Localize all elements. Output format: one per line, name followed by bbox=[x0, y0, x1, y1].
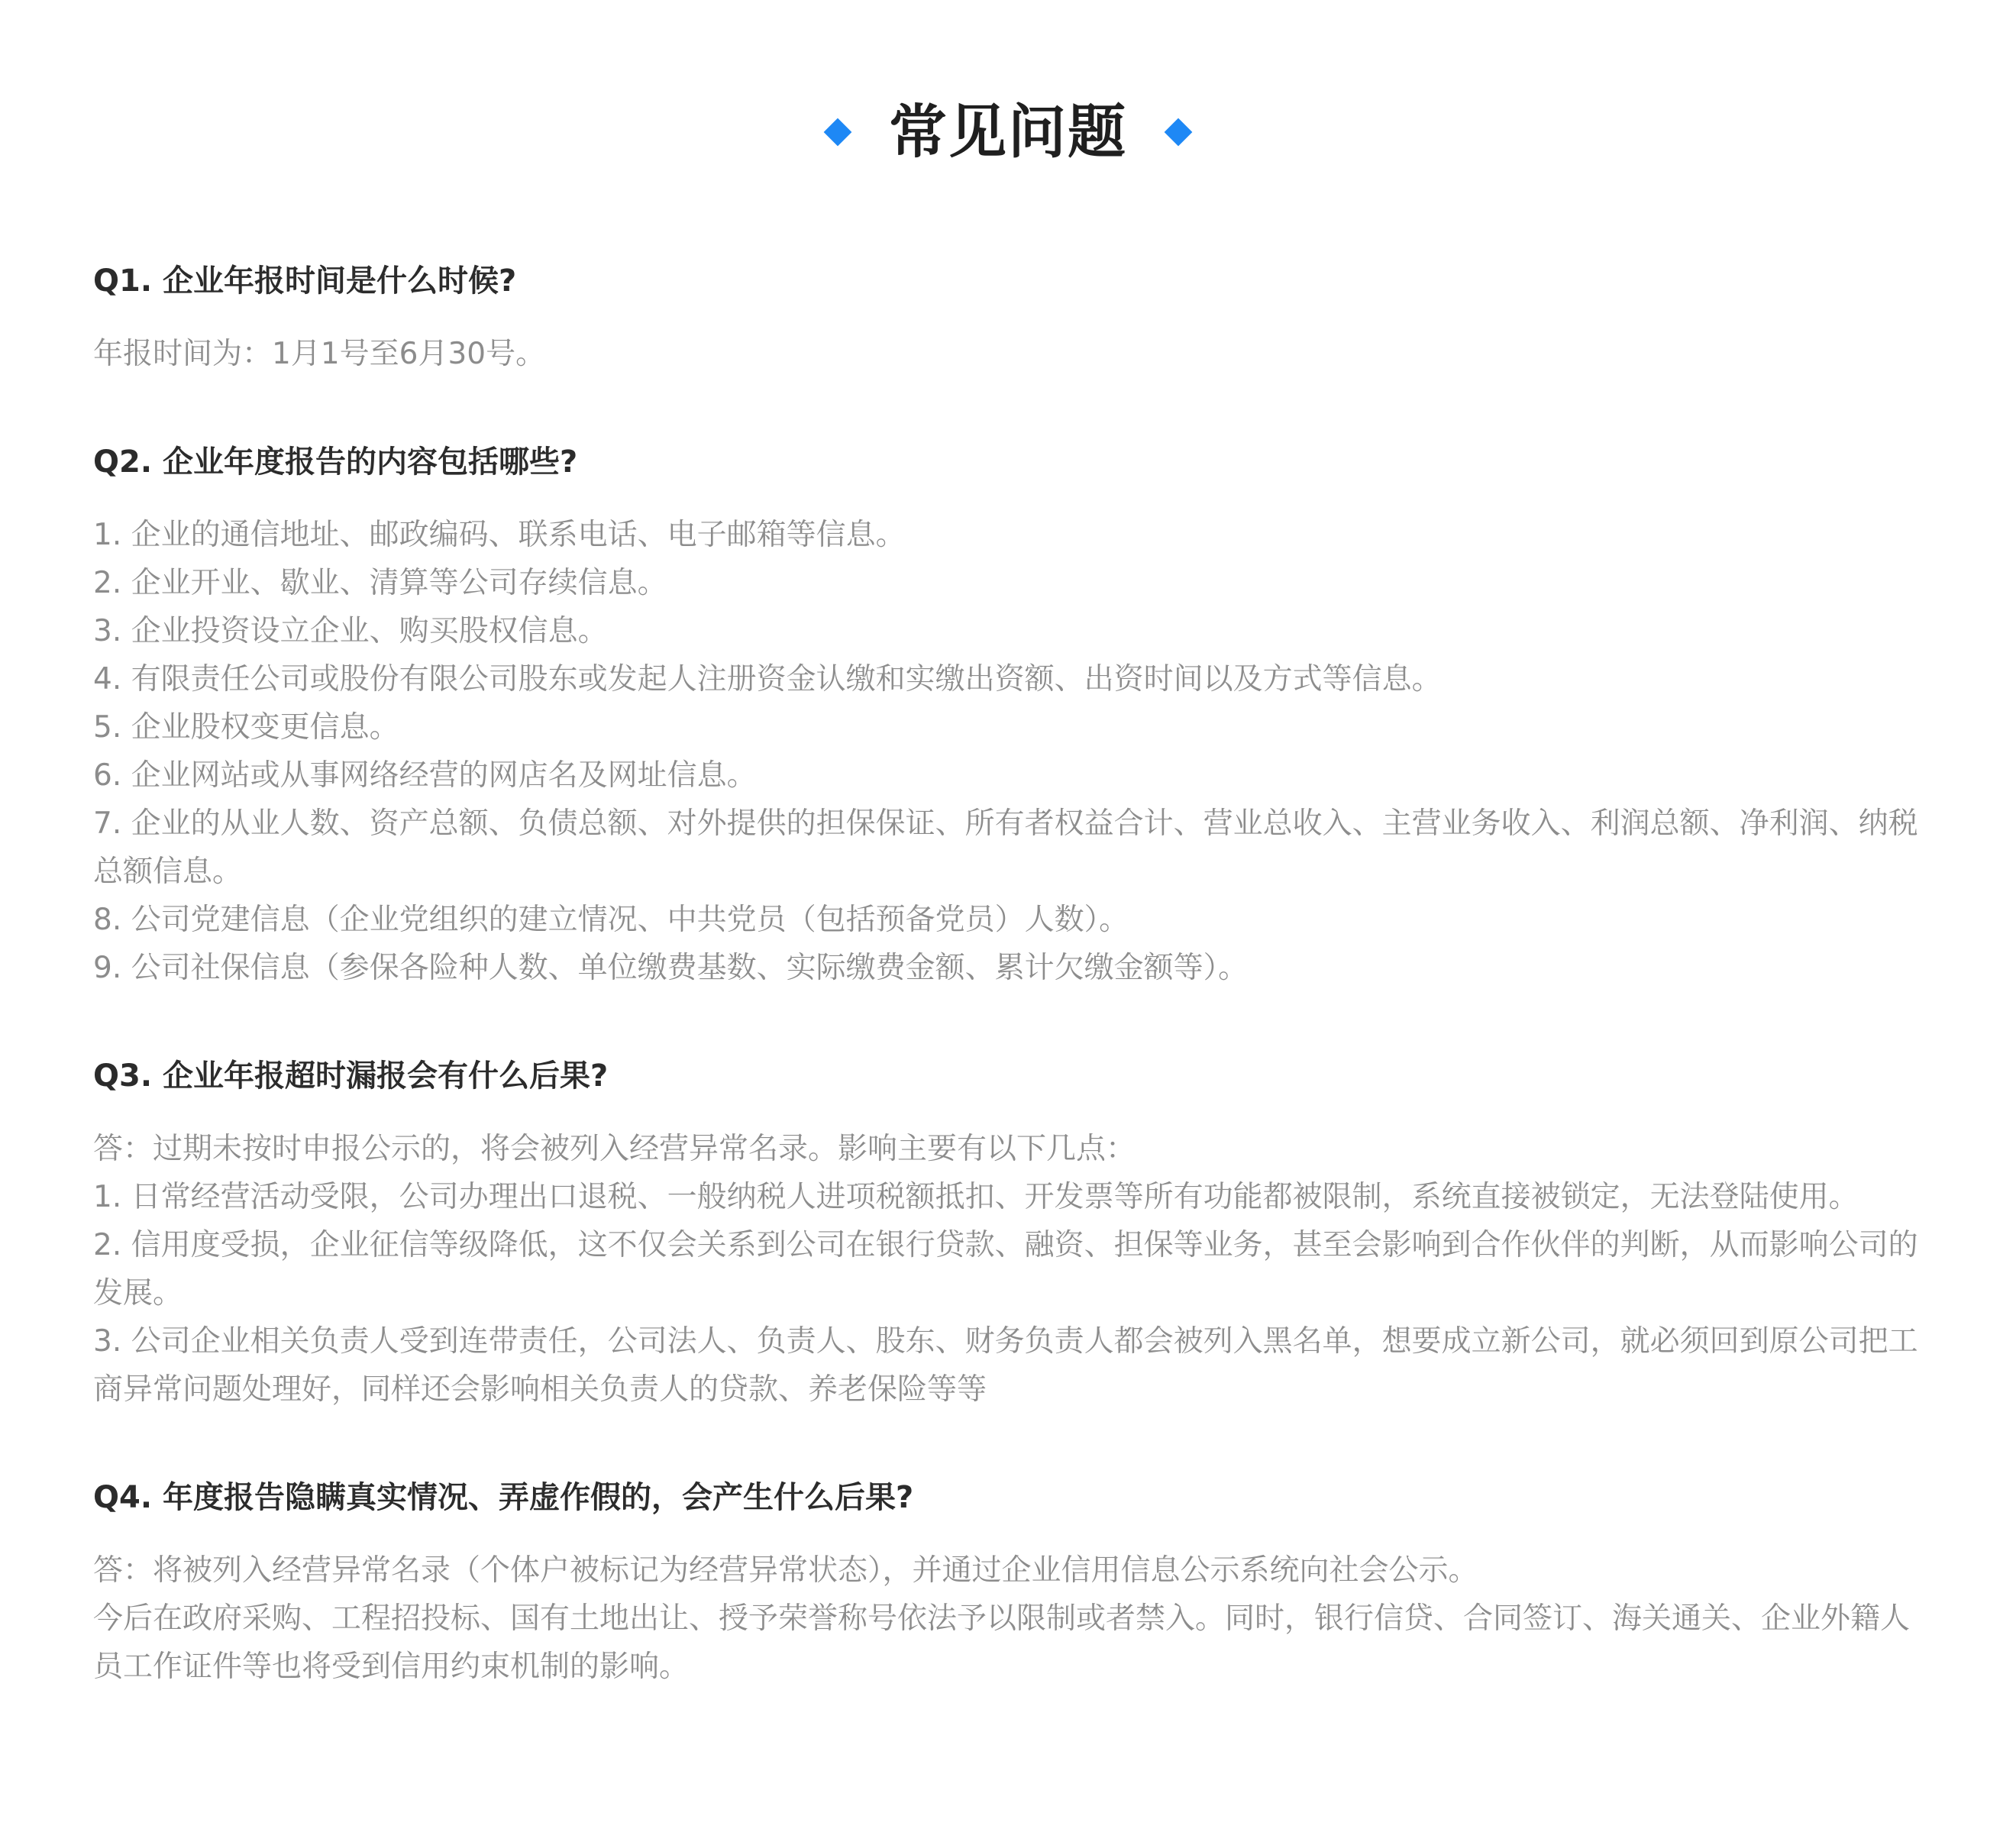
diamond-left-icon bbox=[824, 118, 852, 147]
faq-question: Q3. 企业年报超时漏报会有什么后果? bbox=[93, 1058, 609, 1094]
faq-item-q3 bbox=[93, 1055, 1934, 1414]
page-title: 常见问题 bbox=[889, 98, 1127, 166]
answer-line: 6. 企业网站或从事网络经营的网店名及网址信息。 bbox=[93, 758, 757, 793]
answer-line: 今后在政府采购、工程招投标、国有土地出让、授予荣誉称号依法予以限制或者禁入。同时，银行信贷、合同签订、海关通关、企业外籍人员工作证件等也将受到信用约束机制的影响。 bbox=[93, 1601, 1911, 1684]
answer-line: 1. 日常经营活动受限，公司办理出口退税、一般纳税人进项税额抵扣、开发票等所有功能都被限制，系统直接被锁定，无法登陆使用。 bbox=[93, 1180, 1859, 1214]
answer-line: 年报时间为：1月1号至6月30号。 bbox=[93, 337, 546, 371]
faq-list bbox=[93, 260, 1934, 1753]
answer-line: 答：过期未按时申报公示的，将会被列入经营异常名录。影响主要有以下几点： bbox=[93, 1132, 1136, 1166]
answer-line: 5. 企业股权变更信息。 bbox=[93, 710, 399, 745]
answer-line: 1. 企业的通信地址、邮政编码、联系电话、电子邮箱等信息。 bbox=[93, 518, 906, 552]
faq-answer bbox=[93, 330, 1934, 378]
answer-line: 2. 企业开业、歇业、清算等公司存续信息。 bbox=[93, 566, 667, 600]
faq-item-q1 bbox=[93, 260, 1934, 378]
faq-question: Q2. 企业年度报告的内容包括哪些? bbox=[93, 444, 578, 480]
page-header bbox=[0, 90, 2016, 174]
faq-item-q2 bbox=[93, 441, 1934, 992]
answer-line: 答：将被列入经营异常名录（个体户被标记为经营异常状态），并通过企业信用信息公示系统向社会公示。 bbox=[93, 1553, 1478, 1588]
answer-line: 2. 信用度受损，企业征信等级降低，这不仅会关系到公司在银行贷款、融资、担保等业务，甚至会影响到合作伙伴的判断，从而影响公司的发展。 bbox=[93, 1228, 1918, 1310]
answer-line: 8. 公司党建信息（企业党组织的建立情况、中共党员（包括预备党员）人数）。 bbox=[93, 903, 1129, 937]
answer-line: 4. 有限责任公司或股份有限公司股东或发起人注册资金认缴和实缴出资额、出资时间以及方式等信息。 bbox=[93, 662, 1442, 696]
answer-line: 7. 企业的从业人数、资产总额、负债总额、对外提供的担保保证、所有者权益合计、营业总收入、主营业务收入、利润总额、净利润、纳税总额信息。 bbox=[93, 806, 1918, 889]
answer-line: 9. 公司社保信息（参保各险种人数、单位缴费基数、实际缴费金额、累计欠缴金额等）。 bbox=[93, 951, 1249, 985]
faq-question: Q4. 年度报告隐瞒真实情况、弄虚作假的，会产生什么后果? bbox=[93, 1480, 914, 1515]
answer-line: 3. 公司企业相关负责人受到连带责任，公司法人、负责人、股东、财务负责人都会被列入黑名单，想要成立新公司，就必须回到原公司把工商异常问题处理好，同样还会影响相关负责人的贷款、养老保险等等 bbox=[93, 1324, 1918, 1407]
faq-answer bbox=[93, 511, 1934, 992]
faq-answer bbox=[93, 1125, 1934, 1414]
faq-question: Q1. 企业年报时间是什么时候? bbox=[93, 263, 517, 299]
diamond-right-icon bbox=[1165, 118, 1193, 147]
faq-answer bbox=[93, 1546, 1934, 1691]
answer-line: 3. 企业投资设立企业、购买股权信息。 bbox=[93, 614, 608, 648]
faq-item-q4 bbox=[93, 1476, 1934, 1691]
